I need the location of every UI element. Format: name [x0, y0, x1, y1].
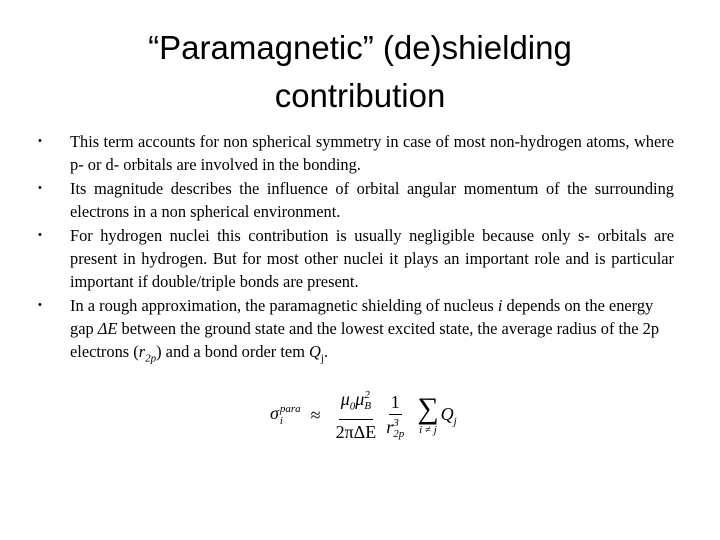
bullet-icon: •: [38, 135, 42, 147]
formula-fraction-2: 1 r 3 2p: [386, 391, 405, 440]
variable-i: i: [497, 296, 503, 315]
bullet-item: [38, 294, 674, 370]
paramagnetic-shielding-formula: [270, 388, 457, 443]
variable-q: Q: [309, 342, 321, 361]
bullet-item: [38, 177, 674, 223]
formula-sigma: σ para i: [270, 403, 301, 428]
formula-term: $Q_j$: [440, 403, 457, 428]
bullet-icon: •: [38, 182, 42, 194]
bullet-text: In a rough approximation, the paramagnetic shielding of nucleus i depends on the energy gap ΔE between the ground state and the lowest excited state, the average radius of the 2p electrons $(r_{2p})$ and a bond order tem $Q_j$.: [70, 296, 660, 365]
formula-sum: ∑ i ≠ j: [417, 392, 439, 437]
variable-r: r: [138, 342, 146, 361]
bullet-text: Its magnitude describes the influence of orbital angular momentum of the surrounding electrons in a non spherical environment.: [70, 179, 674, 221]
bullet-icon: •: [38, 299, 42, 311]
bullet-icon: •: [38, 229, 42, 241]
bullet-item: [38, 224, 674, 293]
slide-title: “Paramagnetic” (de)shielding contribution: [148, 29, 572, 114]
variable-delta-e: ΔE: [97, 319, 118, 338]
bullet-list: [38, 130, 674, 371]
bullet-text: For hydrogen nuclei this contribution is usually negligible because only s- orbitals are present in hydrogen. But for most other nuclei it plays an important role and is particular important if double/triple bonds are present.: [70, 226, 674, 291]
bullet-item: [38, 130, 674, 176]
formula-fraction-1: $\mu_0\mu$ 2 B 2πΔE: [335, 388, 377, 442]
bullet-text: This term accounts for non spherical symmetry in case of most non-hydrogen atoms, where p- or d- orbitals are involved in the bonding.: [70, 132, 674, 174]
formula-approx: ≈: [310, 404, 321, 425]
